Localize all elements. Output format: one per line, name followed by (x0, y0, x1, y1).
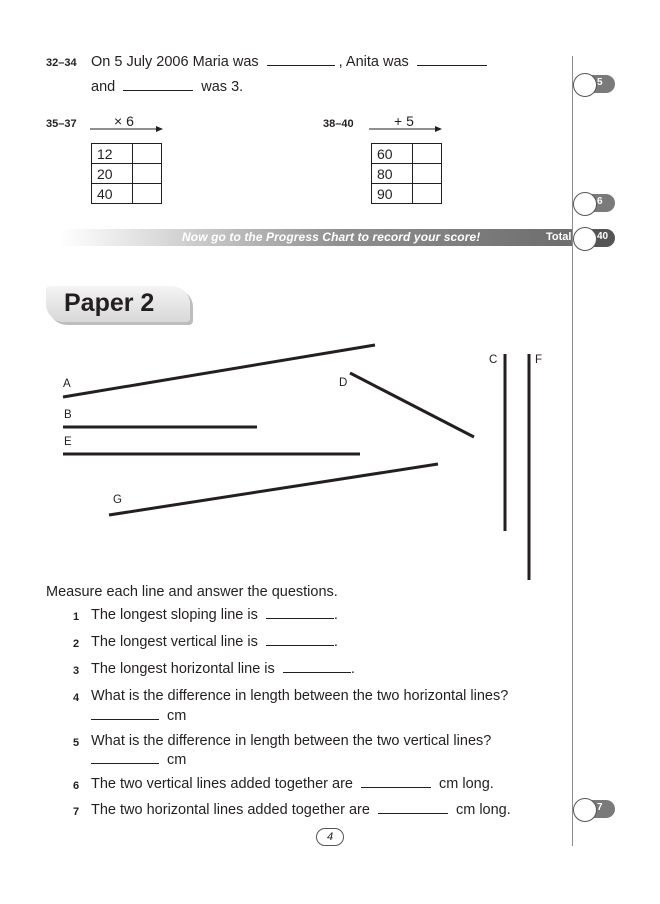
unit-label: cm (167, 752, 187, 768)
table-cell: 40 (92, 184, 133, 204)
question-text: What is the difference in length between the two vertical lines? (91, 733, 492, 749)
answer-cell[interactable] (133, 164, 162, 184)
answer-cell[interactable] (413, 144, 442, 164)
answer-blank[interactable] (91, 718, 159, 720)
instructions: Measure each line and answer the questions. (46, 584, 338, 600)
question-text-part: . (333, 634, 338, 650)
answer-cell[interactable] (413, 184, 442, 204)
answer-blank[interactable] (123, 89, 193, 91)
answer-blank[interactable] (417, 64, 487, 66)
question-number: 6 (73, 780, 80, 792)
line-label-e: E (64, 436, 72, 448)
score-circle[interactable] (573, 192, 597, 216)
line-label-g: G (113, 494, 122, 506)
score-max: 5 (597, 77, 603, 88)
table-cell: 20 (92, 164, 133, 184)
total-label: Total (546, 231, 572, 243)
question-text (91, 802, 511, 818)
question-text (91, 634, 338, 650)
question-number: 38–40 (323, 118, 354, 130)
arrow-right-icon (369, 124, 443, 134)
score-circle[interactable] (573, 798, 597, 822)
answer-blank[interactable] (378, 812, 448, 814)
answer-cell[interactable] (133, 144, 162, 164)
line-g (109, 464, 438, 515)
question-text-part: The longest horizontal line is (91, 661, 275, 677)
paper-title: Paper 2 (64, 289, 155, 317)
score-max: 6 (597, 196, 603, 207)
question-text (91, 54, 487, 70)
question-text (91, 776, 494, 792)
answer-blank[interactable] (266, 644, 334, 646)
lines-diagram (0, 330, 572, 590)
answer-line (91, 708, 186, 724)
line-a (63, 345, 375, 397)
question-text (91, 79, 243, 95)
page-number: 4 (316, 828, 344, 846)
answer-blank[interactable] (283, 671, 351, 673)
table-cell: 90 (372, 184, 413, 204)
question-text-part: The two horizontal lines added together are (91, 802, 370, 818)
answer-blank[interactable] (267, 64, 335, 66)
question-number: 2 (73, 638, 80, 650)
question-number: 3 (73, 665, 80, 677)
question-number: 35–37 (46, 118, 77, 130)
operation-label: × 6 (114, 113, 134, 129)
question-text (91, 661, 355, 677)
answer-blank[interactable] (266, 617, 334, 619)
answer-cell[interactable] (413, 164, 442, 184)
question-text-part: . (333, 607, 338, 623)
line-label-d: D (339, 377, 348, 389)
operation-label: + 5 (394, 113, 414, 129)
table-cell: 12 (92, 144, 133, 164)
question-text-part: The two vertical lines added together are (91, 776, 353, 792)
score-circle[interactable] (573, 227, 597, 251)
answer-blank[interactable] (91, 762, 159, 764)
function-machine-table (91, 143, 162, 204)
table-cell: 80 (372, 164, 413, 184)
answer-line (91, 752, 186, 768)
line-d (350, 373, 474, 437)
score-circle[interactable] (573, 73, 597, 97)
question-number: 5 (73, 737, 80, 749)
margin-rule (572, 56, 573, 846)
question-number: 4 (73, 692, 80, 704)
line-label-a: A (63, 378, 71, 390)
question-text-part: The longest vertical line is (91, 634, 258, 650)
question-text (91, 607, 338, 623)
question-number: 32–34 (46, 57, 77, 69)
progress-banner-text: Now go to the Progress Chart to record your score! (182, 230, 481, 244)
score-max: 7 (597, 802, 603, 813)
table-cell: 60 (372, 144, 413, 164)
unit-label: cm long. (455, 802, 511, 818)
unit-label: cm long. (439, 776, 494, 792)
function-machine-table (371, 143, 442, 204)
question-number: 7 (73, 806, 80, 818)
question-text-part: On 5 July 2006 Maria was (91, 54, 259, 70)
question-text-part: The longest sloping line is (91, 607, 258, 623)
answer-cell[interactable] (133, 184, 162, 204)
unit-label: cm (167, 708, 187, 724)
line-label-c: C (489, 354, 498, 366)
question-text: What is the difference in length between the two horizontal lines? (91, 688, 509, 704)
question-number: 1 (73, 611, 80, 623)
line-label-f: F (535, 354, 543, 366)
question-text-part: was 3. (201, 79, 244, 95)
line-label-b: B (64, 409, 72, 421)
score-max: 40 (597, 231, 609, 242)
arrow-right-icon (90, 124, 164, 134)
question-text-part: , Anita was (338, 54, 409, 70)
question-text-part: . (350, 661, 355, 677)
question-text-part: and (91, 79, 116, 95)
answer-blank[interactable] (361, 786, 431, 788)
